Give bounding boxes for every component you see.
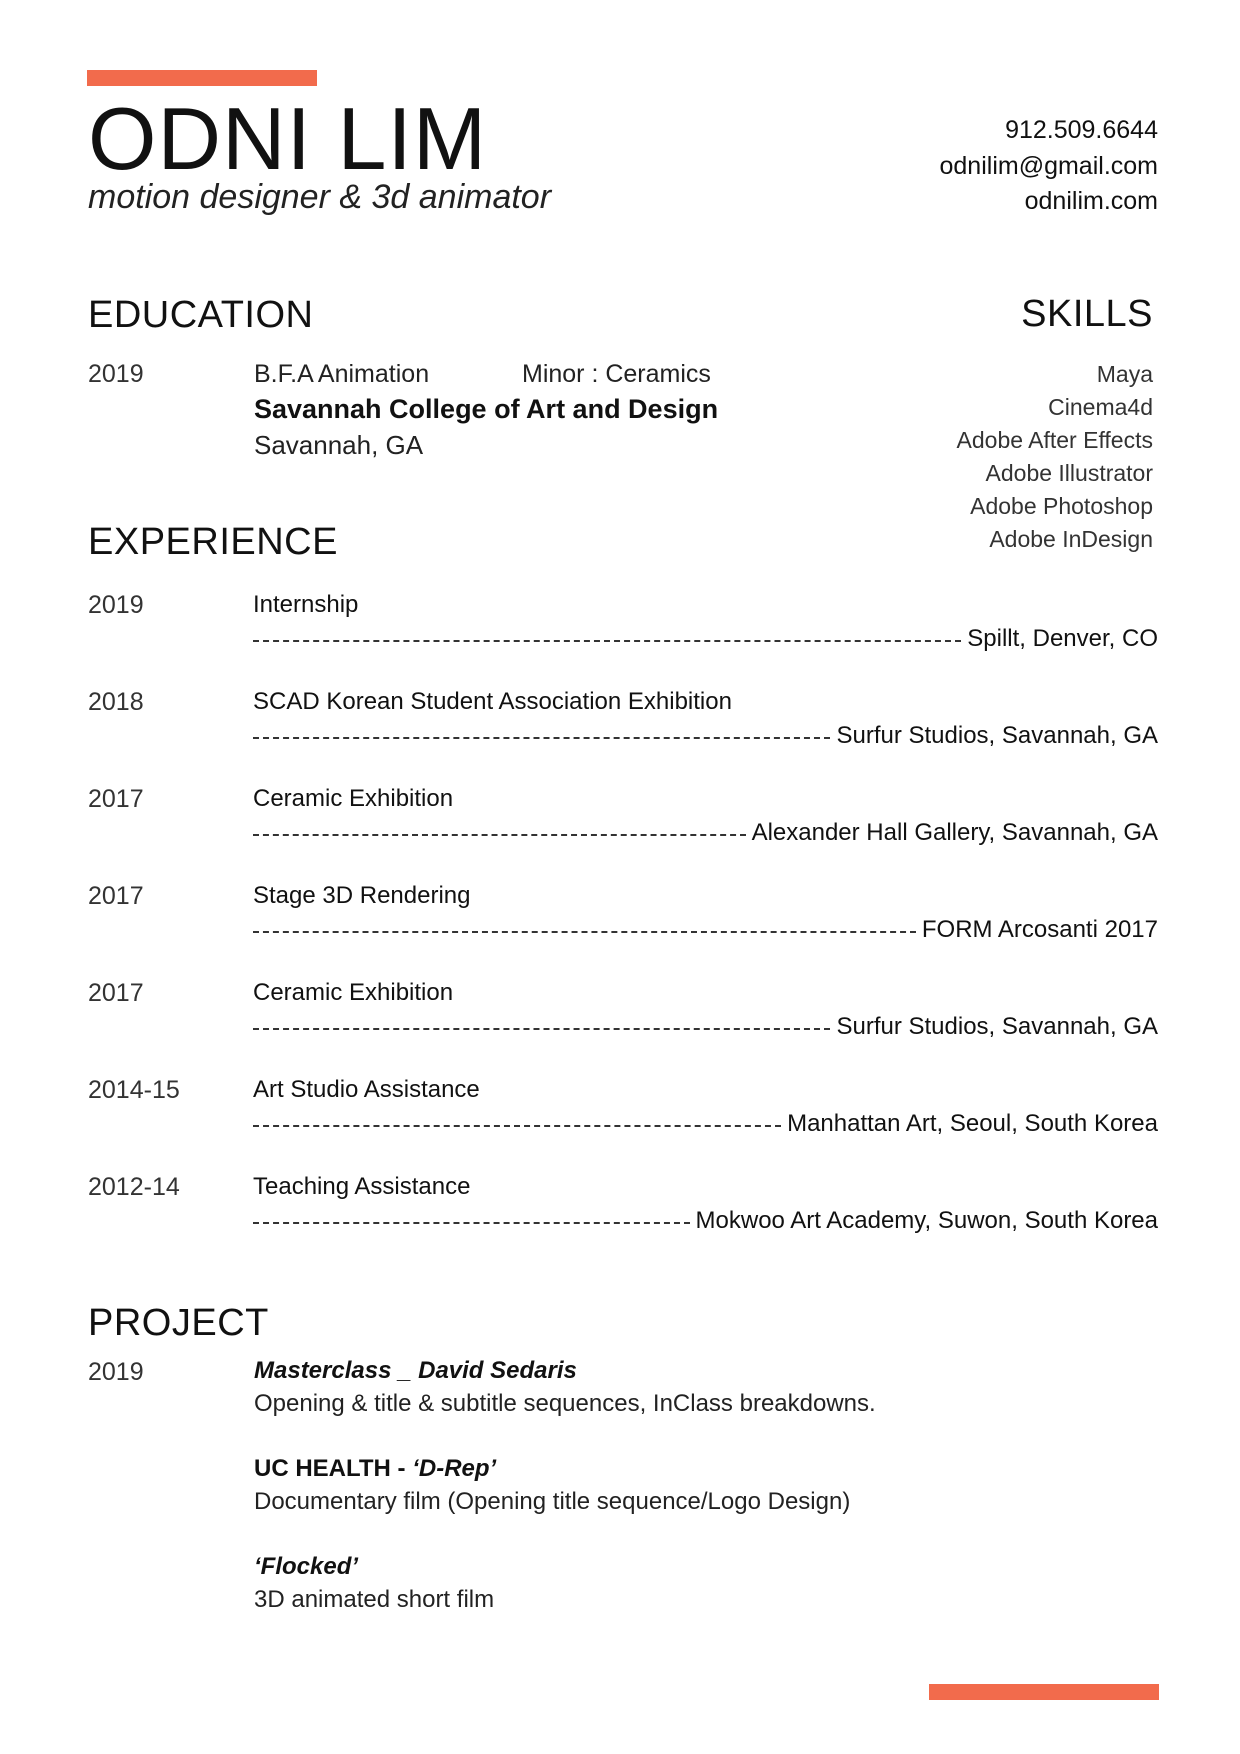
education-city: Savannah, GA — [254, 430, 424, 460]
experience-entry — [0, 884, 1240, 964]
education-heading: EDUCATION — [88, 294, 314, 336]
education-minor: Minor : Ceramics — [522, 360, 711, 388]
project-title — [254, 1555, 358, 1579]
experience-leader — [253, 721, 1158, 751]
skill-item: Maya — [1096, 361, 1153, 387]
experience-year: 2017 — [88, 882, 144, 910]
experience-title: Art Studio Assistance — [253, 1076, 480, 1103]
project-description: 3D animated short film — [254, 1586, 495, 1613]
experience-entry — [0, 593, 1240, 673]
experience-leader — [253, 624, 1158, 654]
experience-entry — [0, 981, 1240, 1061]
skill-item: Cinema4d — [1048, 394, 1153, 420]
experience-year: 2019 — [88, 591, 144, 619]
dashed-leader — [253, 834, 746, 836]
dashed-leader — [253, 737, 830, 739]
dashed-leader — [253, 1028, 830, 1030]
project-title-italic: Masterclass _ David Sedaris — [254, 1357, 577, 1384]
skills-heading: SKILLS — [1021, 293, 1153, 335]
experience-year: 2017 — [88, 785, 144, 813]
project-description: Documentary film (Opening title sequence/Logo Design) — [254, 1488, 851, 1515]
contact-website[interactable]: odnilim.com — [1024, 187, 1158, 215]
skill-item: Adobe InDesign — [989, 526, 1153, 552]
experience-entry — [0, 787, 1240, 867]
experience-year: 2018 — [88, 688, 144, 716]
resume-name: ODNI LIM — [88, 89, 488, 188]
project-year: 2019 — [88, 1358, 144, 1386]
dashed-leader — [253, 640, 961, 642]
experience-location: Spillt, Denver, CO — [967, 625, 1158, 652]
experience-entry — [0, 690, 1240, 770]
experience-title: Ceramic Exhibition — [253, 785, 454, 812]
dashed-leader — [253, 931, 916, 933]
experience-location: FORM Arcosanti 2017 — [921, 916, 1158, 943]
experience-entry — [0, 1175, 1240, 1255]
education-degree: B.F.A Animation — [254, 360, 430, 388]
project-title-prefix: UC HEALTH - — [254, 1455, 413, 1482]
top-accent-bar — [87, 70, 317, 86]
project-heading: PROJECT — [88, 1302, 269, 1344]
experience-title: SCAD Korean Student Association Exhibition — [253, 688, 732, 715]
skill-item: Adobe After Effects — [956, 427, 1153, 453]
experience-title: Stage 3D Rendering — [253, 882, 471, 909]
experience-leader — [253, 1206, 1158, 1236]
experience-entry — [0, 1078, 1240, 1158]
skill-item: Adobe Illustrator — [985, 460, 1153, 486]
experience-title: Internship — [253, 591, 359, 618]
skills-list — [957, 358, 1153, 556]
experience-heading: EXPERIENCE — [88, 521, 338, 563]
education-year: 2019 — [88, 360, 144, 388]
project-title-italic: ‘Flocked’ — [254, 1553, 359, 1580]
resume-tagline: motion designer & 3d animator — [88, 178, 552, 216]
project-title — [254, 1359, 577, 1383]
experience-location: Alexander Hall Gallery, Savannah, GA — [751, 819, 1158, 846]
project-description: Opening & title & subtitle sequences, InClass breakdowns. — [254, 1390, 876, 1417]
experience-location: Mokwoo Art Academy, Suwon, South Korea — [695, 1207, 1158, 1234]
skill-item: Adobe Photoshop — [970, 493, 1153, 519]
education-school: Savannah College of Art and Design — [254, 394, 719, 424]
project-title-italic: ‘D-Rep’ — [412, 1455, 497, 1482]
experience-year: 2012-14 — [88, 1173, 180, 1201]
project-title — [254, 1457, 496, 1481]
experience-title: Ceramic Exhibition — [253, 979, 454, 1006]
experience-year: 2017 — [88, 979, 144, 1007]
experience-leader — [253, 1109, 1158, 1139]
experience-year: 2014-15 — [88, 1076, 180, 1104]
experience-location: Manhattan Art, Seoul, South Korea — [787, 1110, 1158, 1137]
dashed-leader — [253, 1222, 690, 1224]
contact-email[interactable]: odnilim@gmail.com — [939, 152, 1158, 180]
bottom-accent-bar — [929, 1684, 1159, 1700]
experience-leader — [253, 1012, 1158, 1042]
experience-leader — [253, 915, 1158, 945]
experience-title: Teaching Assistance — [253, 1173, 471, 1200]
experience-leader — [253, 818, 1158, 848]
contact-phone[interactable]: 912.509.6644 — [1005, 116, 1158, 144]
experience-location: Surfur Studios, Savannah, GA — [836, 1013, 1158, 1040]
experience-location: Surfur Studios, Savannah, GA — [836, 722, 1158, 749]
dashed-leader — [253, 1125, 781, 1127]
